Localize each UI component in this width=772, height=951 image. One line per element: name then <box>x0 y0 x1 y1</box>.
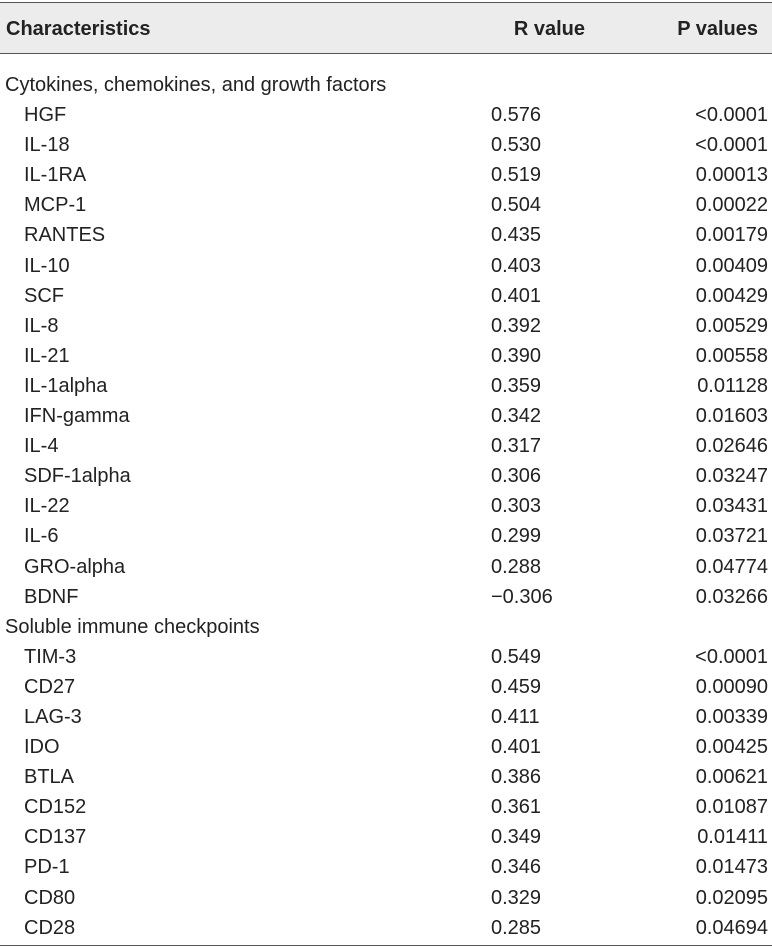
characteristic-cell: SCF <box>24 284 64 307</box>
characteristic-cell: HGF <box>24 104 67 127</box>
p-value-cell: 0.00090 <box>695 675 768 698</box>
table-row <box>0 702 772 732</box>
table-row <box>0 521 772 551</box>
characteristic-cell: IL-8 <box>24 314 59 337</box>
r-value-cell: 0.386 <box>491 766 542 789</box>
characteristic-cell: IL-1alpha <box>24 374 108 397</box>
r-value-cell: 0.403 <box>491 254 542 277</box>
p-value-cell: 0.00425 <box>695 736 768 759</box>
r-value-cell: 0.392 <box>491 314 542 337</box>
table-header <box>0 3 772 53</box>
section-row <box>0 70 772 100</box>
r-value-cell: 0.401 <box>491 736 542 759</box>
table-row <box>0 732 772 762</box>
characteristic-cell: IL-18 <box>24 134 70 157</box>
p-value-cell: <0.0001 <box>695 104 768 127</box>
table-row <box>0 582 772 612</box>
r-value-cell: 0.299 <box>491 525 542 548</box>
p-value-cell: 0.02095 <box>695 886 768 909</box>
characteristic-cell: MCP-1 <box>24 194 87 217</box>
r-value-cell: 0.359 <box>491 374 542 397</box>
p-value-cell: 0.01473 <box>695 856 768 879</box>
p-value-cell: 0.02646 <box>695 435 768 458</box>
table-row <box>0 190 772 220</box>
header-r-value: R value <box>513 18 585 40</box>
table-row <box>0 642 772 672</box>
r-value-cell: 0.435 <box>491 224 542 247</box>
table-row <box>0 431 772 461</box>
p-value-cell: 0.00429 <box>695 284 768 307</box>
r-value-cell: 0.519 <box>491 164 542 187</box>
r-value-cell: 0.306 <box>491 465 542 488</box>
table-row <box>0 341 772 371</box>
characteristic-cell: IL-1RA <box>24 164 87 187</box>
p-value-cell: 0.03247 <box>695 465 768 488</box>
table-row <box>0 852 772 882</box>
table-row <box>0 160 772 190</box>
table-row <box>0 792 772 822</box>
r-value-cell: 0.317 <box>491 435 542 458</box>
table-row <box>0 371 772 401</box>
p-value-cell: 0.03721 <box>695 525 768 548</box>
r-value-cell: 0.504 <box>491 194 542 217</box>
characteristic-cell: IFN-gamma <box>24 405 130 428</box>
table-row <box>0 461 772 491</box>
r-value-cell: 0.401 <box>491 284 542 307</box>
table-row <box>0 913 772 943</box>
r-value-cell: 0.303 <box>491 495 542 518</box>
table-row <box>0 220 772 250</box>
table-row <box>0 401 772 431</box>
table-row <box>0 100 772 130</box>
characteristic-cell: IL-4 <box>24 435 59 458</box>
characteristic-cell: BTLA <box>24 766 75 789</box>
r-value-cell: 0.361 <box>491 796 542 819</box>
header-p-values: P values <box>677 18 758 40</box>
characteristic-cell: BDNF <box>24 585 79 608</box>
p-value-cell: 0.00621 <box>695 766 768 789</box>
characteristic-cell: CD152 <box>24 796 87 819</box>
r-value-cell: −0.306 <box>491 585 553 608</box>
p-value-cell: 0.01603 <box>695 405 768 428</box>
p-value-cell: 0.00409 <box>695 254 768 277</box>
characteristic-cell: RANTES <box>24 224 106 247</box>
p-value-cell: 0.01411 <box>697 826 768 849</box>
header-characteristics: Characteristics <box>6 18 151 40</box>
section-label: Soluble immune checkpoints <box>5 615 260 638</box>
r-value-cell: 0.411 <box>491 705 540 728</box>
table-row <box>0 130 772 160</box>
r-value-cell: 0.390 <box>491 344 542 367</box>
p-value-cell: 0.03431 <box>695 495 768 518</box>
r-value-cell: 0.349 <box>491 826 542 849</box>
section-label: Cytokines, chemokines, and growth factors <box>5 74 387 96</box>
characteristic-cell: CD28 <box>24 916 76 939</box>
r-value-cell: 0.285 <box>491 916 542 939</box>
r-value-cell: 0.576 <box>491 104 542 127</box>
table-row <box>0 672 772 702</box>
r-value-cell: 0.288 <box>491 555 542 578</box>
p-value-cell: 0.00529 <box>695 314 768 337</box>
p-value-cell: 0.00558 <box>695 344 768 367</box>
p-value-cell: 0.04774 <box>695 555 768 578</box>
p-value-cell: 0.00179 <box>695 224 768 247</box>
table-row <box>0 311 772 341</box>
characteristic-cell: IDO <box>24 736 60 759</box>
characteristic-cell: TIM-3 <box>24 645 77 668</box>
bottom-rule <box>0 945 772 946</box>
header-rule <box>0 53 772 54</box>
r-value-cell: 0.530 <box>491 134 542 157</box>
characteristic-cell: SDF-1alpha <box>24 465 131 488</box>
p-value-cell: <0.0001 <box>695 645 768 668</box>
characteristic-cell: CD80 <box>24 886 76 909</box>
table-row <box>0 762 772 792</box>
characteristic-cell: PD-1 <box>24 856 70 879</box>
p-value-cell: 0.00022 <box>695 194 768 217</box>
r-value-cell: 0.549 <box>491 645 542 668</box>
characteristic-cell: LAG-3 <box>24 705 82 728</box>
characteristic-cell: IL-6 <box>24 525 59 548</box>
p-value-cell: 0.00339 <box>695 705 768 728</box>
table-row <box>0 552 772 582</box>
r-value-cell: 0.342 <box>491 405 542 428</box>
p-value-cell: 0.01087 <box>695 796 768 819</box>
characteristic-cell: GRO-alpha <box>24 555 126 578</box>
characteristic-cell: IL-21 <box>24 344 70 367</box>
table-row <box>0 491 772 521</box>
r-value-cell: 0.329 <box>491 886 542 909</box>
p-value-cell: 0.03266 <box>695 585 768 608</box>
p-value-cell: 0.00013 <box>695 164 768 187</box>
characteristic-cell: IL-22 <box>24 495 70 518</box>
p-value-cell: <0.0001 <box>695 134 768 157</box>
characteristic-cell: CD137 <box>24 826 87 849</box>
table-body <box>0 70 772 943</box>
table-row <box>0 822 772 852</box>
table-row <box>0 883 772 913</box>
p-value-cell: 0.01128 <box>697 374 768 397</box>
p-value-cell: 0.04694 <box>695 916 768 939</box>
r-value-cell: 0.346 <box>491 856 542 879</box>
table-row <box>0 251 772 281</box>
characteristic-cell: CD27 <box>24 675 76 698</box>
r-value-cell: 0.459 <box>491 675 542 698</box>
section-row <box>0 612 772 642</box>
characteristic-cell: IL-10 <box>24 254 70 277</box>
table-row <box>0 281 772 311</box>
